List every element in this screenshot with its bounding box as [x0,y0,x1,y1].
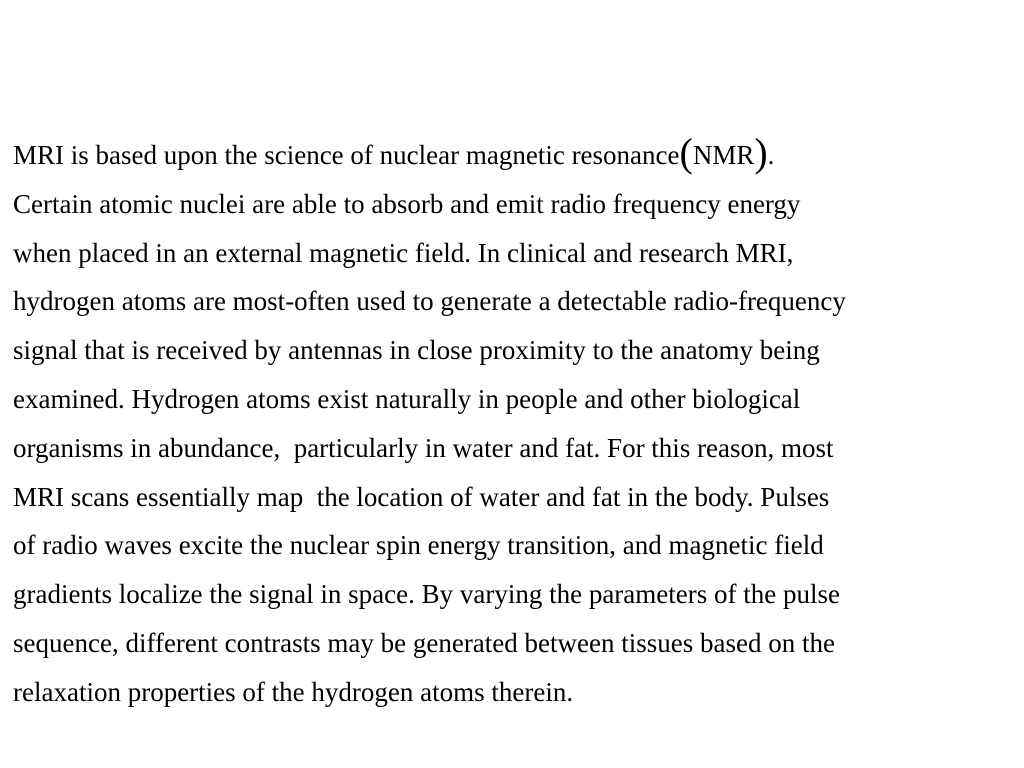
text-line-4: hydrogen atoms are most-often used to generate a detectable radio-frequency [13,286,846,317]
text-segment: . [767,140,775,170]
abbreviation-nmr: NMR [692,140,755,170]
text-line-3: when placed in an external magnetic field. In clinical and research MRI, [13,237,794,268]
text-line-1 [13,131,1018,180]
text-line-8: MRI scans essentially map the location of water and fat in the body. Pulses [13,481,830,512]
close-parenthesis: ) [754,130,768,175]
text-line-5: signal that is received by antennas in close proximity to the anatomy being [13,335,820,366]
body-paragraph [13,131,1018,717]
text-line-11: sequence, different contrasts may be generated between tissues based on the [13,627,835,658]
text-line-2: Certain atomic nuclei are able to absorb and emit radio frequency energy [13,188,801,219]
text-line-10: gradients localize the signal in space. By varying the parameters of the pulse [13,579,840,610]
text-line-6: examined. Hydrogen atoms exist naturally in people and other biological [13,383,801,414]
open-parenthesis: ( [679,130,693,175]
text-line-9: of radio waves excite the nuclear spin energy transition, and magnetic field [13,530,824,561]
text-line-7: organisms in abundance, particularly in water and fat. For this reason, most [13,432,834,463]
text-segment: MRI is based upon the science of nuclear magnetic resonance [13,140,680,170]
text-line-12: relaxation properties of the hydrogen atoms therein. [13,676,574,707]
